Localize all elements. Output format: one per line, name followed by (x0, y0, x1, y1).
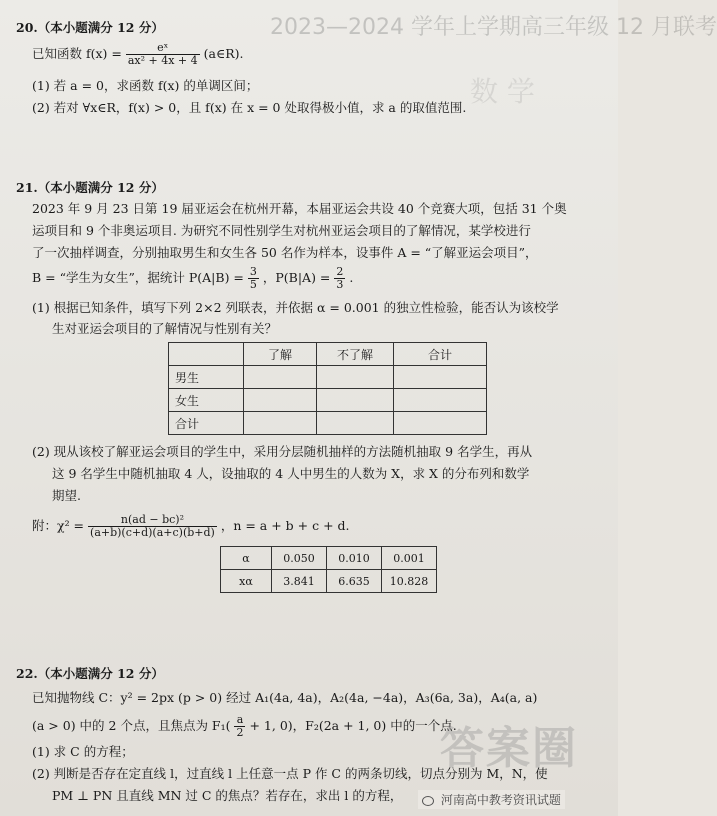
q22-part2-b: PM ⊥ PN 且直线 MN 过 C 的焦点？若存在，求出 l 的方程， (52, 788, 403, 803)
table-row (169, 389, 487, 412)
alpha-label: α (221, 547, 272, 570)
table-cell[interactable] (317, 389, 394, 412)
table-cell[interactable] (244, 366, 317, 389)
focus-fraction: $\frac{a}{2}$ (236, 713, 244, 739)
q22-line2: (a > 0) 中的 2 个点，且焦点为 F₁( $\frac{a}{2}$ + 1, 0)，F₂(2a + 1, 0) 中的一个点. (32, 713, 457, 739)
critical-value-table (220, 546, 437, 593)
table-cell[interactable] (317, 412, 394, 435)
table-cell: 0.010 (327, 547, 382, 570)
table-cell: 10.828 (382, 570, 437, 593)
row-label: 女生 (169, 389, 244, 412)
q21-part1-a: (1) 根据已知条件，填写下列 2×2 列联表，并依据 α = 0.001 的独立性检验，能否认为该校学 (32, 300, 559, 315)
table-cell: 6.635 (327, 570, 382, 593)
table-cell: 3.841 (272, 570, 327, 593)
q20-heading: 20.（本小题满分 12 分） (16, 20, 164, 35)
q20-part1: (1) 若 a = 0，求函数 f(x) 的单调区间； (32, 78, 259, 93)
alpha-row (221, 547, 437, 570)
q21-line4: B = “学生为女生”，据统计 P(A|B) = $\frac{3}{5}$ ，P(B|A) = $\frac{2}{3}$ . (32, 265, 354, 291)
row-label: 合计 (169, 412, 244, 435)
critical-value-row (221, 570, 437, 593)
table-header-cell: 合计 (394, 343, 487, 366)
header-bleedthrough: 2023—2024 学年上学期高三年级 12 月联考 (270, 15, 717, 40)
q21-line3: 了一次抽样调查，分别抽取男生和女生各 50 名作为样本，设事件 A = “了解亚运会项目”， (32, 245, 538, 260)
table-cell[interactable] (317, 366, 394, 389)
q21-part2-c: 期望. (52, 488, 81, 503)
table-header-cell (169, 343, 244, 366)
q22-part1: (1) 求 C 的方程； (32, 744, 134, 759)
q22-part2-a: (2) 判断是否存在定直线 l，过直线 l 上任意一点 P 作 C 的两条切线，切点分别为 M，N，使 (32, 766, 548, 781)
q20-stem: 已知函数 f(x) = $\frac{\text{eˣ}}{\text{ax² + 4x + 4}}$ (a∈R). (32, 41, 244, 67)
table-cell[interactable] (394, 389, 487, 412)
table-cell[interactable] (394, 412, 487, 435)
table-cell[interactable] (244, 412, 317, 435)
bleedthrough-text: 数 学 (470, 75, 535, 108)
table-header-cell: 了解 (244, 343, 317, 366)
q20-part2: (2) 若对 ∀x∈R，f(x) > 0，且 f(x) 在 x = 0 处取得极小值，求 a 的取值范围. (32, 100, 467, 115)
q22-line1: 已知抛物线 C：y² = 2px (p > 0) 经过 A₁(4a, 4a)，A₂(4a, −4a)，A₃(6a, 3a)，A₄(a, a) (32, 690, 538, 705)
prob-a-given-b: $\frac{3}{5}$ (249, 265, 257, 291)
watermark-logo: 答案圈 (440, 723, 578, 774)
watermark-credit: 河南高中教考资讯试题 (418, 790, 565, 809)
table-header-cell: 不了解 (317, 343, 394, 366)
wechat-icon (422, 796, 434, 806)
table-cell: 0.050 (272, 547, 327, 570)
q20-fraction: $\frac{\text{eˣ}}{\text{ax² + 4x + 4}}$ (127, 41, 198, 67)
chi-square-formula: 附：χ² = $\frac{\text{n(ad − bc)²}}{(a+b)(c+d)(a+c)(b+d)}$ ，n = a + b + c + d. (32, 513, 350, 539)
table-cell: 0.001 (382, 547, 437, 570)
contingency-table (168, 342, 487, 435)
table-row (169, 412, 487, 435)
prob-b-given-a: $\frac{2}{3}$ (336, 265, 344, 291)
chi-square-fraction: $\frac{\text{n(ad − bc)²}}{(a+b)(c+d)(a+c)(b+d)}$ (90, 513, 215, 539)
table-cell[interactable] (394, 366, 487, 389)
q21-heading: 21.（本小题满分 12 分） (16, 180, 164, 195)
contingency-header-row (169, 343, 487, 366)
x-alpha-label: xα (221, 570, 272, 593)
q21-line1: 2023 年 9 月 23 日第 19 届亚运会在杭州开幕，本届亚运会共设 40 个竞赛大项，包括 31 个奥 (32, 201, 567, 216)
row-label: 男生 (169, 366, 244, 389)
table-cell[interactable] (244, 389, 317, 412)
table-row (169, 366, 487, 389)
q21-line2: 运项目和 9 个非奥运项目. 为研究不同性别学生对杭州亚运会项目的了解情况，某学校进行 (32, 223, 531, 238)
q21-part1-b: 生对亚运会项目的了解情况与性别有关？ (52, 321, 278, 336)
q22-heading: 22.（本小题满分 12 分） (16, 666, 164, 681)
q21-part2-a: (2) 现从该校了解亚运会项目的学生中，采用分层随机抽样的方法随机抽取 9 名学生，再从 (32, 444, 533, 459)
q21-part2-b: 这 9 名学生中随机抽取 4 人，设抽取的 4 人中男生的人数为 X，求 X 的分布列和数学 (52, 466, 530, 481)
